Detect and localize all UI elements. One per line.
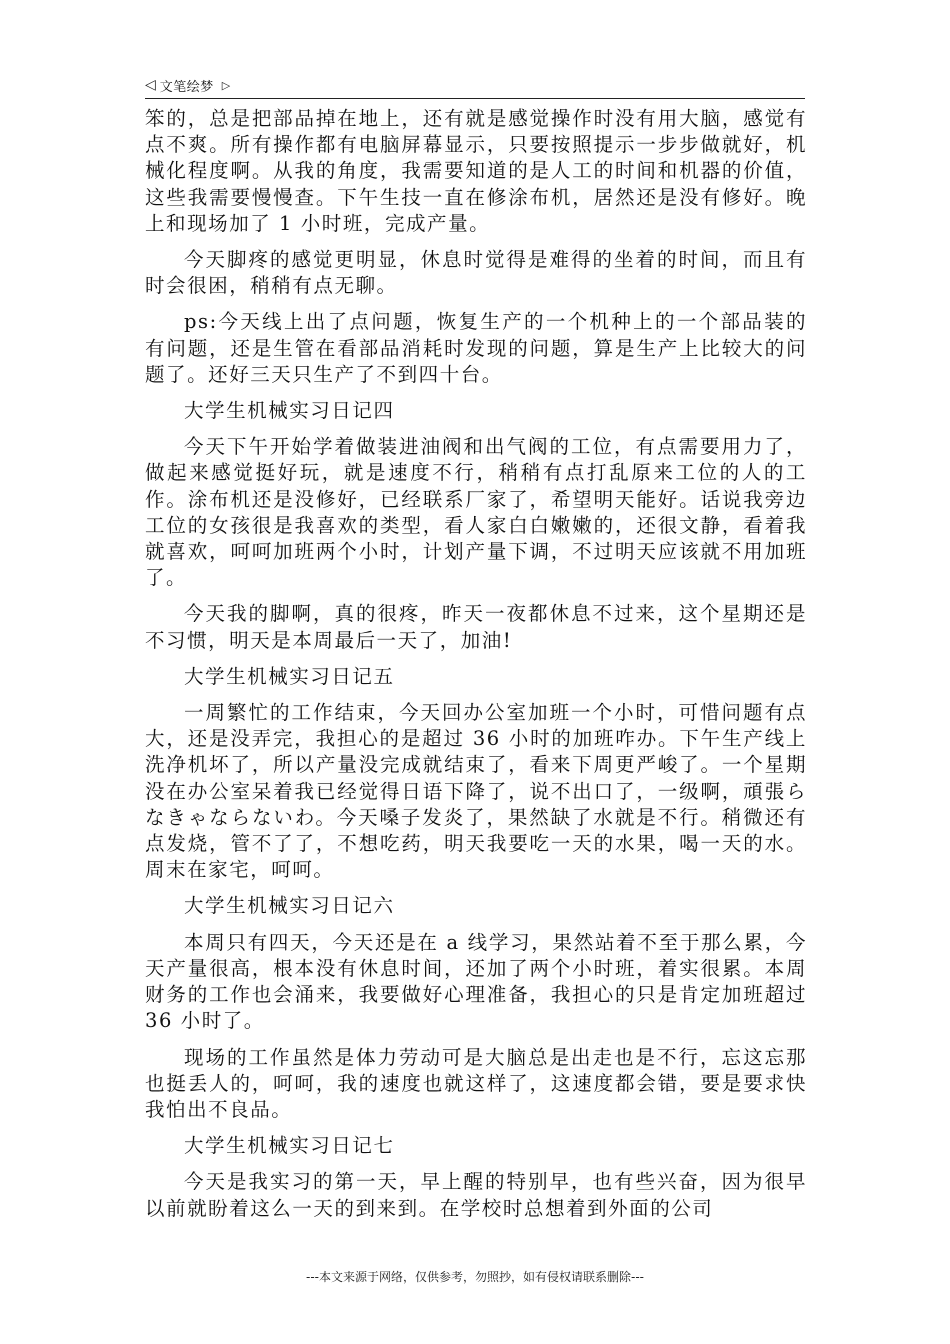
section-heading-4: 大学生机械实习日记四 bbox=[184, 399, 395, 423]
paragraph-1: 笨的，总是把部品掉在地上，还有就是感觉操作时没有用大脑，感觉有点不爽。所有操作都有电脑屏幕显示，只要按照提示一步步做就好，机械化程度啊。从我的角度，我需要知道的是人工的时间和机器的价值，这些我需要慢慢查。下午生技一直在修涂布机，居然还是没有修好。晚上和现场加了 1 小时班，完成产量。 bbox=[145, 107, 807, 235]
paragraph-6: 今天我的脚啊，真的很疼，昨天一夜都休息不过来，这个星期还是不习惯，明天是本周最后一天了，加油! bbox=[145, 602, 807, 652]
paragraph-10: 本周只有四天，今天还是在 a 线学习，果然站着不至于那么累，今天产量很高，根本没有休息时间，还加了两个小时班，着实很累。本周财务的工作也会涌来，我要做好心理准备，我担心的只是肯定加班超过 36 小时了。 bbox=[145, 930, 807, 1033]
page-header bbox=[145, 72, 805, 99]
paragraph-3: ps:今天线上出了点问题，恢复生产的一个机种上的一个部品装的有问题，还是生管在看部品消耗时发现的问题，算是生产上比较大的问题了。还好三天只生产了不到四十台。 bbox=[145, 310, 807, 386]
paragraph-2: 今天脚疼的感觉更明显，休息时觉得是难得的坐着的时间，而且有时会很困，稍稍有点无聊。 bbox=[145, 248, 807, 298]
section-heading-6: 大学生机械实习日记六 bbox=[184, 894, 395, 918]
document-body bbox=[145, 106, 807, 1232]
paragraph-13: 今天是我实习的第一天，早上醒的特别早，也有些兴奋，因为很早以前就盼着这么一天的到来到。在学校时总想着到外面的公司 bbox=[145, 1170, 807, 1220]
paragraph-8: 一周繁忙的工作结束，今天回办公室加班一个小时，可惜问题有点大，还是没弄完，我担心的是超过 36 小时的加班咋办。下午生产线上洗净机坏了，所以产量没完成就结束了，看来下周更严峻了。一个星期没在办公室呆着我已经觉得日语下降了，说不出口了，一级啊，頑張らなきゃならないわ。今天嗓子发炎了，果然缺了水就是不行。稍微还有点发烧，管不了了，不想吃药，明天我要吃一天的水果，喝一天的水。周末在家宅，呵呵。 bbox=[145, 701, 807, 882]
section-heading-5: 大学生机械实习日记五 bbox=[184, 664, 395, 688]
header-brand: 文笔绘梦 bbox=[159, 79, 214, 95]
paragraph-5: 今天下午开始学着做装进油阀和出气阀的工位，有点需要用力了，做起来感觉挺好玩，就是速度不行，稍稍有点打乱原来工位的人的工作。涂布机还是没修好，已经联系厂家了，希望明天能好。话说我旁边工位的女孩很是我喜欢的类型，看人家白白嫩嫩的，还很文静，看着我就喜欢，呵呵加班两个小时，计划产量下调，不过明天应该就不用加班了。 bbox=[145, 435, 807, 590]
section-heading-7: 大学生机械实习日记七 bbox=[184, 1134, 395, 1158]
paragraph-11: 现场的工作虽然是体力劳动可是大脑总是出走也是不行，忘这忘那也挺丢人的，呵呵，我的速度也就这样了，这速度都会错，要是要求快我怕出不良品。 bbox=[145, 1045, 807, 1121]
triangle-left-icon: ◁ bbox=[145, 77, 156, 93]
page-footer-notice: ---本文来源于网络，仅供参考，勿照抄，如有侵权请联系删除--- bbox=[306, 1270, 644, 1284]
triangle-right-icon: ▷ bbox=[221, 78, 231, 92]
